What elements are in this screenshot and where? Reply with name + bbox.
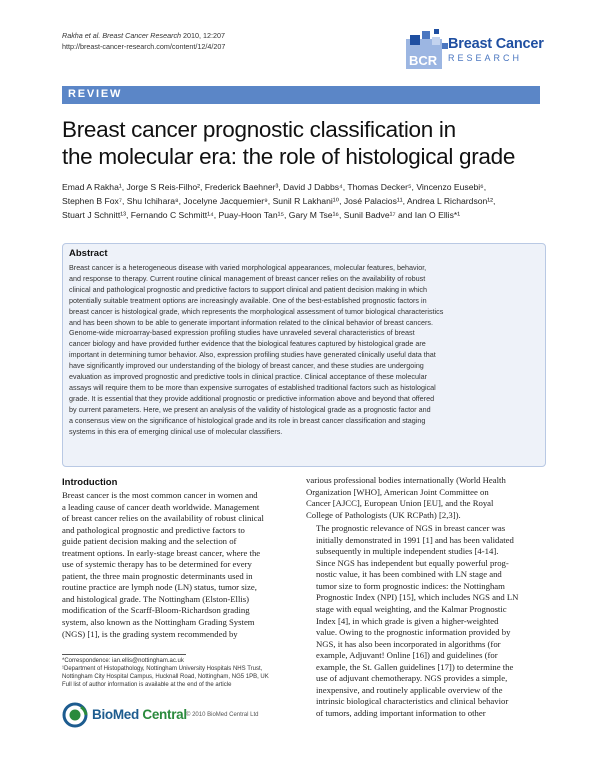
text-line: value. Owing to the prognostic information provided by (316, 627, 511, 638)
author-info-note: Full list of author information is available at the end of the article (62, 682, 232, 689)
text-line: example, the St. Gallen guidelines [17]) to determine the (316, 661, 514, 672)
journal-logo-text: Breast Cancer RESEARCH (448, 36, 544, 63)
text-line: Since NGS has independent but equally powerful prog- (316, 557, 509, 568)
text-line: NGS, it has also been incorporated in algorithms (for (316, 638, 501, 649)
text-line: subsequently in multiple independent studies [4-14]. (316, 546, 499, 557)
section-label: REVIEW (68, 88, 123, 100)
abstract-line: by current parameters. Here, we present an analysis of the validity of histological grade as a prognostic factor and (69, 404, 431, 414)
text-line: Organization [WHO], American Joint Committee on (306, 486, 489, 497)
text-line: system, also known as the Nottingham Grading System (62, 617, 255, 628)
affiliation-line: Nottingham City Hospital Campus, Hucknall Road, Nottingham, NG5 1PB, UK (62, 674, 269, 681)
article-url[interactable]: http://breast-cancer-research.com/content/12/4/207 (62, 42, 226, 51)
introduction-heading: Introduction (62, 477, 118, 488)
abstract-line: potentially suitable treatment options are increasingly available. One of the best-established prognostic factors in (69, 295, 427, 305)
text-line: use of systemic therapy has to be determined for every (62, 559, 252, 570)
text-line: of breast cancer relies on the availability of robust clinical (62, 513, 264, 524)
abstract-line: Genome-wide microarray-based expression profiling studies have unraveled several characteristics of breast (69, 328, 415, 338)
abstract-line: evaluation as improved prognostic and predictive tools in clinical practice. Clinical acceptance of these molecular (69, 372, 427, 382)
text-line: initially demonstrated in 1991 [1] and has been validated (316, 534, 514, 545)
abstract-line: a consensus view on the significance of histological grade and its role in breast cancer classification and staging (69, 415, 426, 425)
footnotes (62, 657, 298, 689)
abstract-text (69, 263, 539, 438)
abstract-line: Breast cancer is a heterogeneous disease with varied morphological appearances, molecular features, behavior, (69, 263, 427, 272)
footnote-divider (62, 654, 186, 655)
biomed-central-logo-icon (62, 702, 88, 728)
text-line: Index [4], in which grade is given a higher-weighted (316, 615, 499, 626)
right-paragraph-1 (306, 475, 540, 521)
text-line: (NGS) [1], is the grading system recommended by (62, 628, 238, 639)
text-line: intrinsic biological characteristics and clinical behavior (316, 696, 509, 707)
abstract-line: have significantly improved our understanding of the biology of breast cancer, and these studies are undergoing (69, 361, 424, 371)
text-line: various professional bodies internationally (World Health (306, 475, 506, 485)
text-line: tumor size to form prognostic indices: the Nottingham (316, 580, 505, 591)
text-line: treatment options. In early-stage breast cancer, where the (62, 547, 261, 558)
abstract-line: breast cancer is histological grade, which represents the morphological assessment of tumor biological characteristics (69, 306, 444, 316)
text-line: Breast cancer is the most common cancer in women and (62, 490, 258, 500)
author-list: Emad A Rakha¹, Jorge S Reis-Filho², Frederick Baehner³, David J Dabbs⁴, Thomas Decker⁵, Vincenzo Eusebi⁶, Stephen B Fox⁷, Shu Ichihara⁸, Jocelyne Jacquemier⁹, Sunil R Lakhani¹⁰, José Palacios¹¹, Andrea L Richardson¹², Stuart J Schnitt¹³, Fernando C Schmitt¹⁴, Puay-Hoon Tan¹⁵, Gary M Tse¹⁶, Sunil Badve¹⁷ and Ian O Ellis*¹ (62, 182, 496, 220)
text-line: guide patient decision making and the selection of (62, 536, 237, 547)
text-line: and pathological prognostic and predictive factors to (62, 524, 245, 535)
text-line: of tumors, adding important information to other (316, 707, 486, 718)
publisher-name: BioMed Central (92, 707, 187, 722)
right-paragraph-2 (306, 523, 540, 719)
abstract-line: important in determining tumor behavior. Also, expression profiling studies have generated clinically useful data that (69, 350, 436, 360)
abstract-heading: Abstract (69, 248, 108, 259)
text-line: nostic value, it has been combined with LN stage and (316, 569, 502, 580)
text-line: use of adjuvant chemotherapy. NGS provides a simple, (316, 673, 508, 684)
abstract-line: systems in this era of emerging clinical use of molecular classifiers. (69, 426, 283, 436)
text-line: and histological grade. The Nottingham (Elston-Ellis) (62, 593, 250, 604)
text-line: College of Pathologists (UK RCPath) [2,3]). (306, 509, 461, 520)
article-title: Breast cancer prognostic classification in the molecular era: the role of histological grade (62, 117, 516, 169)
abstract-line: clinical and pathological prognostic and predictive factors to support clinical and patient decision making in which (69, 284, 427, 294)
text-line: Prognostic Index (NPI) [15], which includes NGS and LN (316, 592, 519, 603)
abstract-line: assays will require them to be more than expensive surrogates of established traditional factors such as histological (69, 382, 436, 392)
text-line: a leading cause of cancer death worldwide. Management (62, 501, 260, 512)
text-line: patient, the three main prognostic determinants used in (62, 570, 253, 581)
abstract-line: grade. It is essential that they provide additional prognostic or predictive information above and beyond that offered (69, 393, 435, 403)
text-line: routine practice are lymph node (LN) status, tumor size, (62, 582, 257, 593)
abstract-line: and has been shown to be able to generate important information related to the clinical behavior of breast cancers. (69, 317, 433, 327)
copyright-notice: © 2010 BioMed Central Ltd (186, 712, 259, 718)
article-header (62, 30, 225, 52)
abstract-line: cancer biology and have provided further evidence that the biological features captured by histological grade are (69, 339, 426, 349)
text-line: The prognostic relevance of NGS in breast cancer was (316, 523, 506, 534)
text-line: stage with equal weighting, and the Kalmar Prognostic (316, 604, 507, 615)
text-line: modification of the Scarff-Bloom-Richardson grading (62, 605, 250, 616)
text-line: Cancer [AJCC], European Union [EU], and the Royal (306, 498, 494, 509)
left-column-text (62, 490, 294, 640)
text-line: inexpensive, and routinely applicable overview of the (316, 684, 503, 695)
correspondence-note: *Correspondence: ian.ellis@nottingham.ac.uk (62, 658, 184, 664)
right-column-text (306, 475, 540, 719)
abstract-line: and response to therapy. Current routine clinical management of breast cancer relies on the availability of robust (69, 273, 426, 283)
bcr-mark-text: BCR (409, 53, 438, 68)
affiliation-line: ¹Department of Histopathology, Nottingham University Hospitals NHS Trust, (62, 666, 263, 673)
text-line: example, Adjuvant! Online [16]) and guidelines (for (316, 650, 498, 661)
section-bar (62, 86, 540, 104)
citation: Rakha et al. Breast Cancer Research 2010, 12:207 (62, 31, 226, 40)
